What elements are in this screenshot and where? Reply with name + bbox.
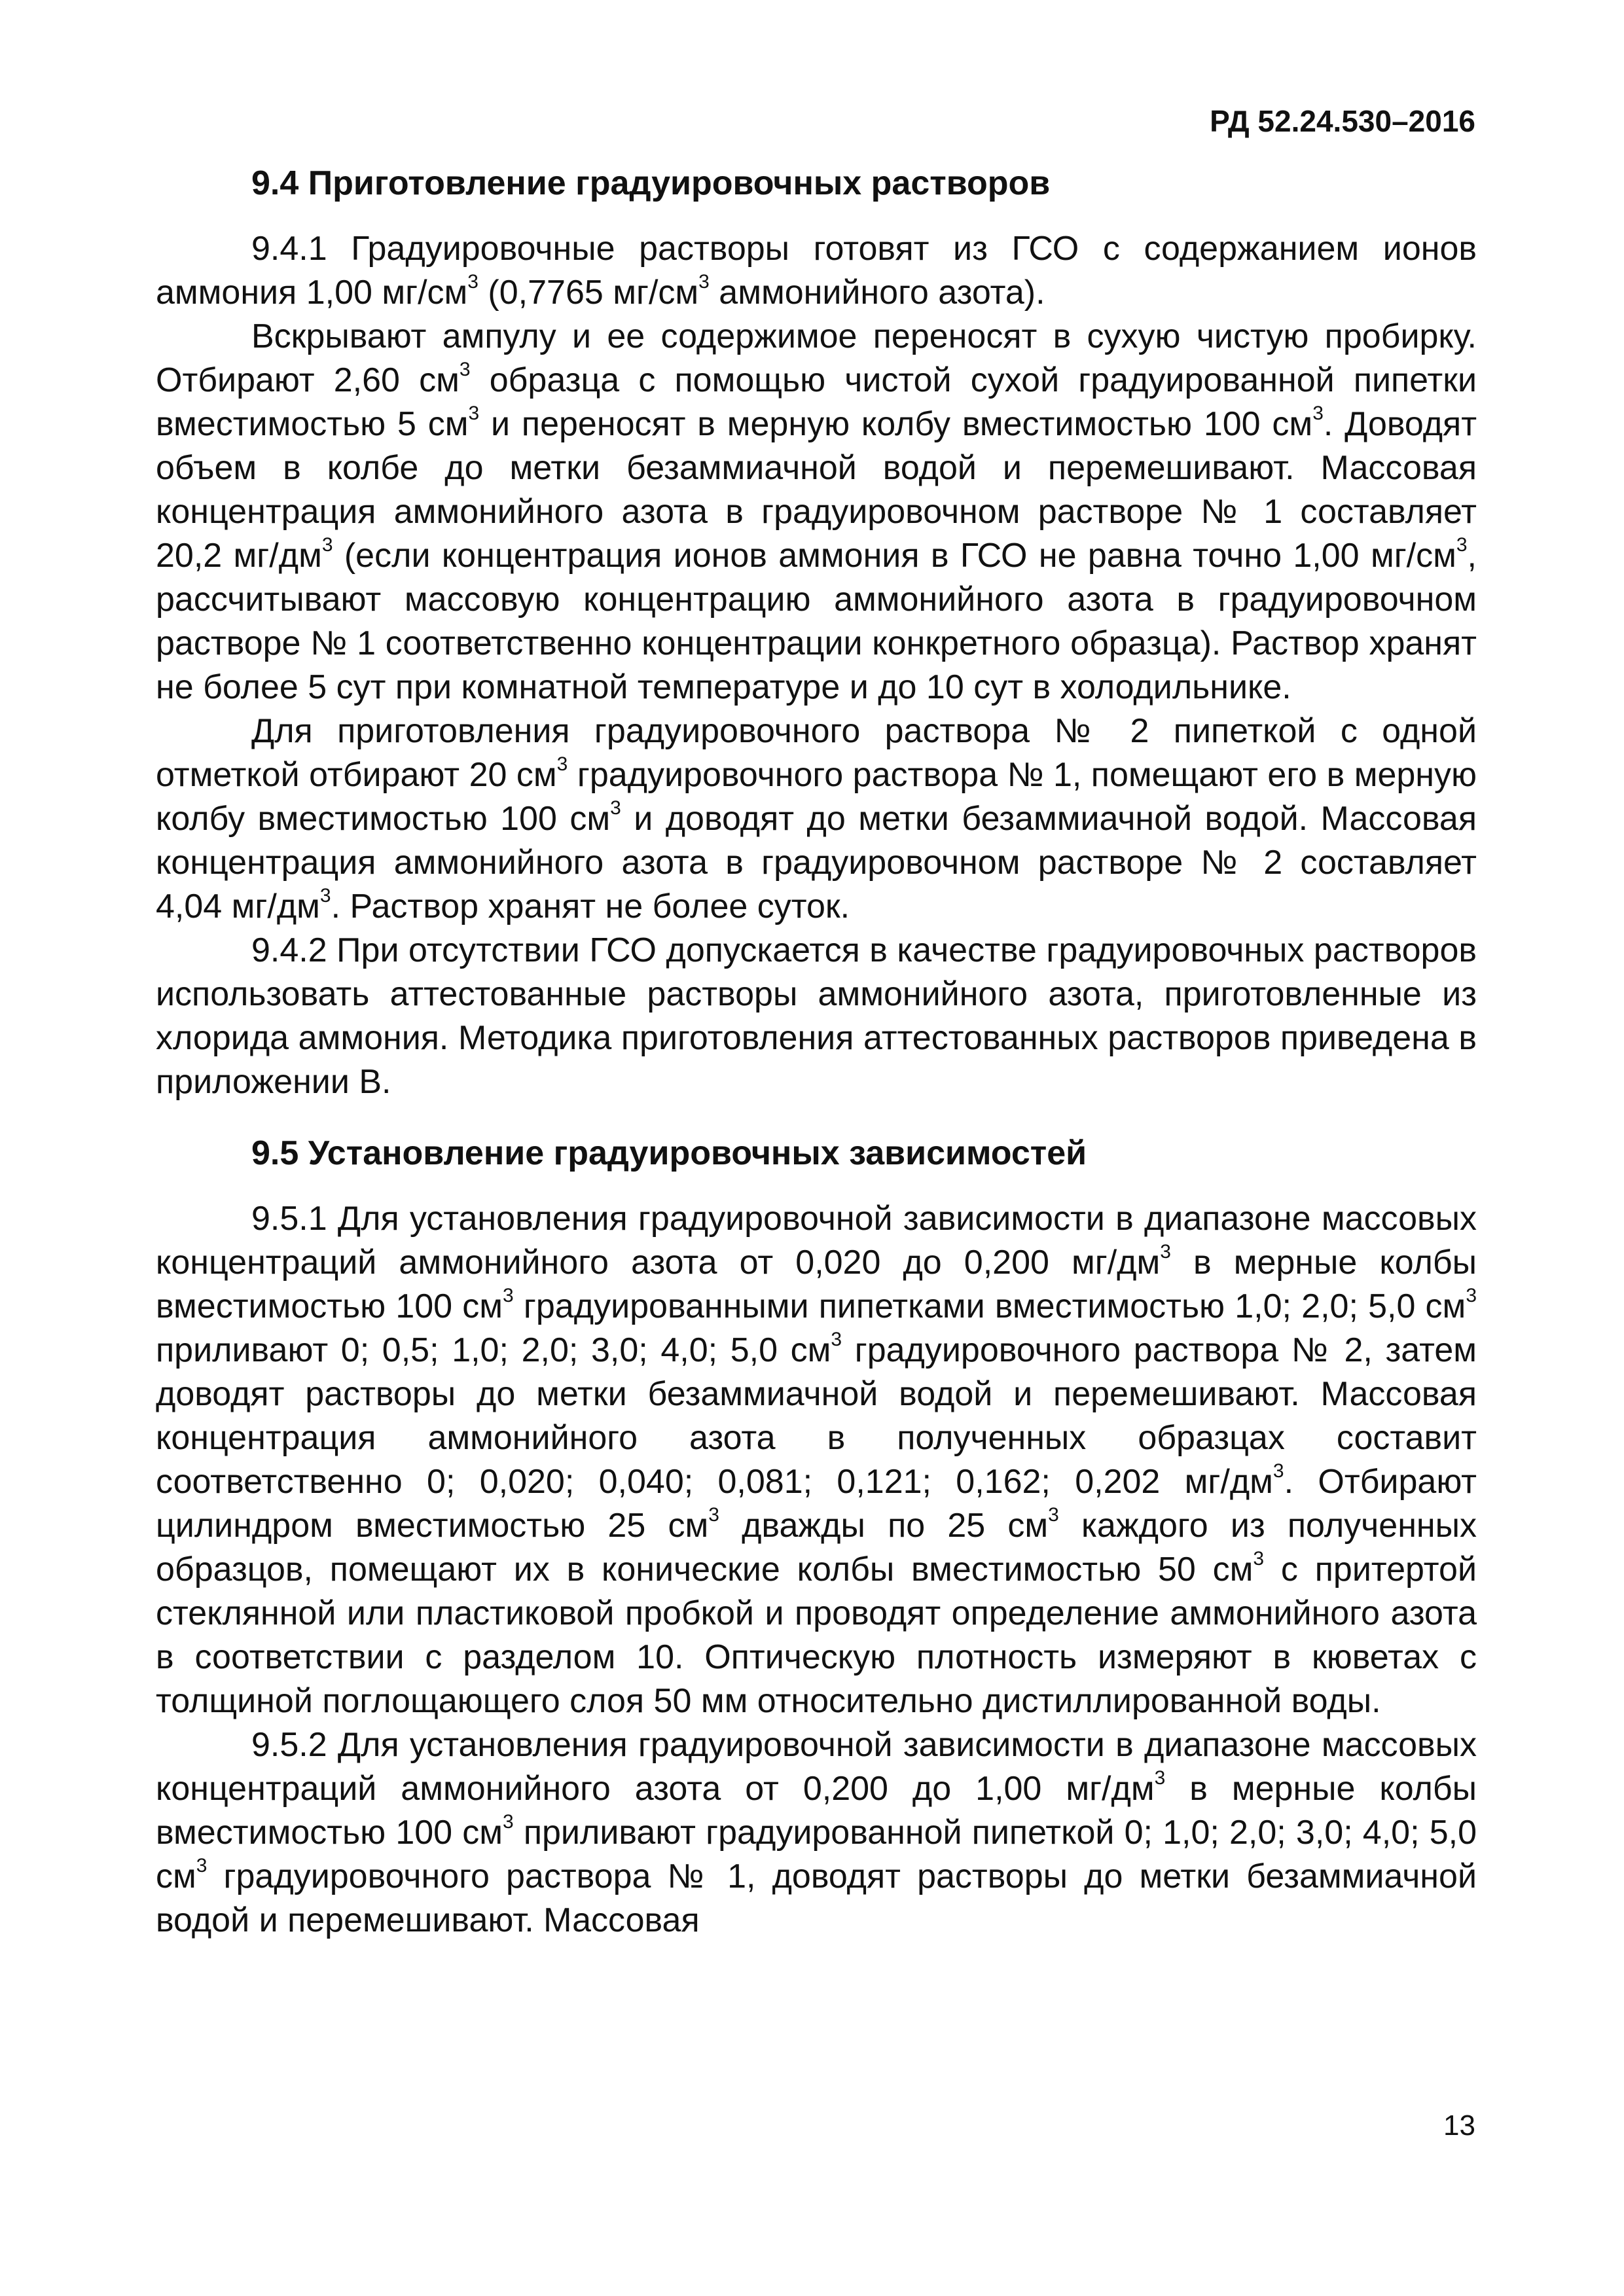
superscript: 3	[1253, 1548, 1265, 1570]
superscript: 3	[468, 403, 480, 424]
text-run: с притертой стеклянной или пластиковой пробкой и проводят определение аммонийного азота в соответствии с разделом 10. Оптическую плотность измеряют в кюветах с толщиной поглощающего слоя 50 мм относительно дистиллированной воды.	[156, 1551, 1477, 1720]
superscript: 3	[1272, 1460, 1284, 1482]
paragraph-9-5-1	[156, 1197, 1477, 1723]
text-run: и доводят до метки безаммиачной водой. Массовая концентрация аммонийного азота в градуировочном растворе № 2 составляет 4,04 мг/дм	[156, 800, 1477, 925]
superscript: 3	[1466, 1285, 1477, 1306]
superscript: 3	[610, 797, 621, 819]
text-run: в мерные колбы вместимостью 100 см	[156, 1770, 1477, 1852]
text-run: 9.4.1 Градуировочные растворы готовят из ГСО с содержанием ионов аммония 1,00 мг/см	[156, 230, 1477, 312]
page-number: 13	[1443, 2109, 1475, 2142]
text-run: . Раствор хранят не более суток.	[331, 888, 850, 925]
superscript: 3	[467, 271, 478, 293]
paragraph-ampoule-opening	[156, 315, 1477, 709]
paragraph-9-5-2	[156, 1723, 1477, 1943]
text-run: Вскрывают ампулу и ее содержимое переносят в сухую чистую пробирку. Отбирают 2,60 см	[156, 317, 1477, 399]
text-run: дважды по 25 см	[719, 1507, 1049, 1545]
text-run: градуировочного раствора № 1, доводят растворы до метки безаммиачной водой и перемешивают. Массовая	[156, 1857, 1477, 1939]
text-run: . Отбирают цилиндром вместимостью 25 см	[156, 1463, 1477, 1545]
superscript: 3	[1456, 534, 1468, 556]
text-run: приливают градуированной пипеткой 0; 1,0; 2,0; 3,0; 4,0; 5,0 см	[156, 1814, 1477, 1895]
text-run: . Доводят объем в колбе до метки безаммиачной водой и перемешивают. Массовая концентрация аммонийного азота в градуировочном растворе № 1 составляет 20,2 мг/дм	[156, 405, 1477, 575]
paragraph-9-4-2: 9.4.2 При отсутствии ГСО допускается в качестве градуировочных растворов использовать аттестованные растворы аммонийного азота, приготовленные из хлорида аммония. Методика приготовления аттестованных растворов приведена в приложении В.	[156, 931, 1477, 1101]
text-run: (0,7765 мг/см	[478, 274, 699, 312]
text-run: и переносят в мерную колбу вместимостью 100 см	[479, 405, 1313, 443]
text-run: 9.5.2 Для установления градуировочной зависимости в диапазоне массовых концентраций аммонийного азота от 0,200 до 1,00 мг/дм	[156, 1726, 1477, 1808]
text-run: (если концентрация ионов аммония в ГСО не равна точно 1,00 мг/см	[333, 537, 1456, 575]
page-content	[156, 149, 1477, 1943]
text-run: Для приготовления градуировочного раствора № 2 пипеткой с одной отметкой отбирают 20 см	[156, 712, 1477, 794]
superscript: 3	[556, 753, 568, 775]
superscript: 3	[319, 885, 331, 906]
text-run: градуировочного раствора № 2, затем доводят растворы до метки безаммиачной водой и перемешивают. Массовая концентрация аммонийного азота в полученных образцах составит соответственно 0; 0,020; 0,040; 0,081; 0,121; 0,162; 0,202 мг/дм	[156, 1331, 1477, 1501]
paragraph-9-4-1	[156, 227, 1477, 315]
text-run: 9.5.1 Для установления градуировочной зависимости в диапазоне массовых концентраций аммонийного азота от 0,020 до 0,200 мг/дм	[156, 1200, 1477, 1282]
section-heading-9-5: 9.5 Установление градуировочных зависимостей	[251, 1134, 1087, 1172]
superscript: 3	[459, 359, 471, 380]
paragraph-solution-2	[156, 709, 1477, 929]
text-run: каждого из полученных образцов, помещают их в конические колбы вместимостью 50 см	[156, 1507, 1477, 1588]
text-run: в мерные колбы вместимостью 100 см	[156, 1244, 1477, 1325]
superscript: 3	[1312, 403, 1324, 424]
superscript: 3	[1154, 1767, 1166, 1789]
superscript: 3	[196, 1855, 208, 1876]
text-run: аммонийного азота).	[709, 274, 1045, 312]
text-run: градуированными пипетками вместимостью 1,0; 2,0; 5,0 см	[513, 1287, 1466, 1325]
superscript: 3	[503, 1285, 514, 1306]
section-heading-9-4: 9.4 Приготовление градуировочных растворов	[251, 164, 1051, 202]
superscript: 3	[1160, 1241, 1171, 1263]
superscript: 3	[831, 1329, 842, 1350]
text-run: приливают 0; 0,5; 1,0; 2,0; 3,0; 4,0; 5,0 см	[156, 1331, 831, 1369]
text-run: градуировочного раствора № 1, помещают его в мерную колбу вместимостью 100 см	[156, 756, 1477, 838]
superscript: 3	[503, 1811, 514, 1833]
superscript: 3	[698, 271, 710, 293]
text-run: образца с помощью чистой сухой градуированной пипетки вместимостью 5 см	[156, 361, 1477, 443]
superscript: 3	[321, 534, 333, 556]
superscript: 3	[1048, 1504, 1059, 1526]
superscript: 3	[708, 1504, 719, 1526]
document-code-header: РД 52.24.530–2016	[1210, 104, 1475, 138]
text-run: , рассчитывают массовую концентрацию аммонийного азота в градуировочном растворе № 1 соответственно концентрации конкретного образца). Раствор хранят не более 5 сут при комнатной температуре и до 10 сут в холодильнике.	[156, 537, 1477, 706]
